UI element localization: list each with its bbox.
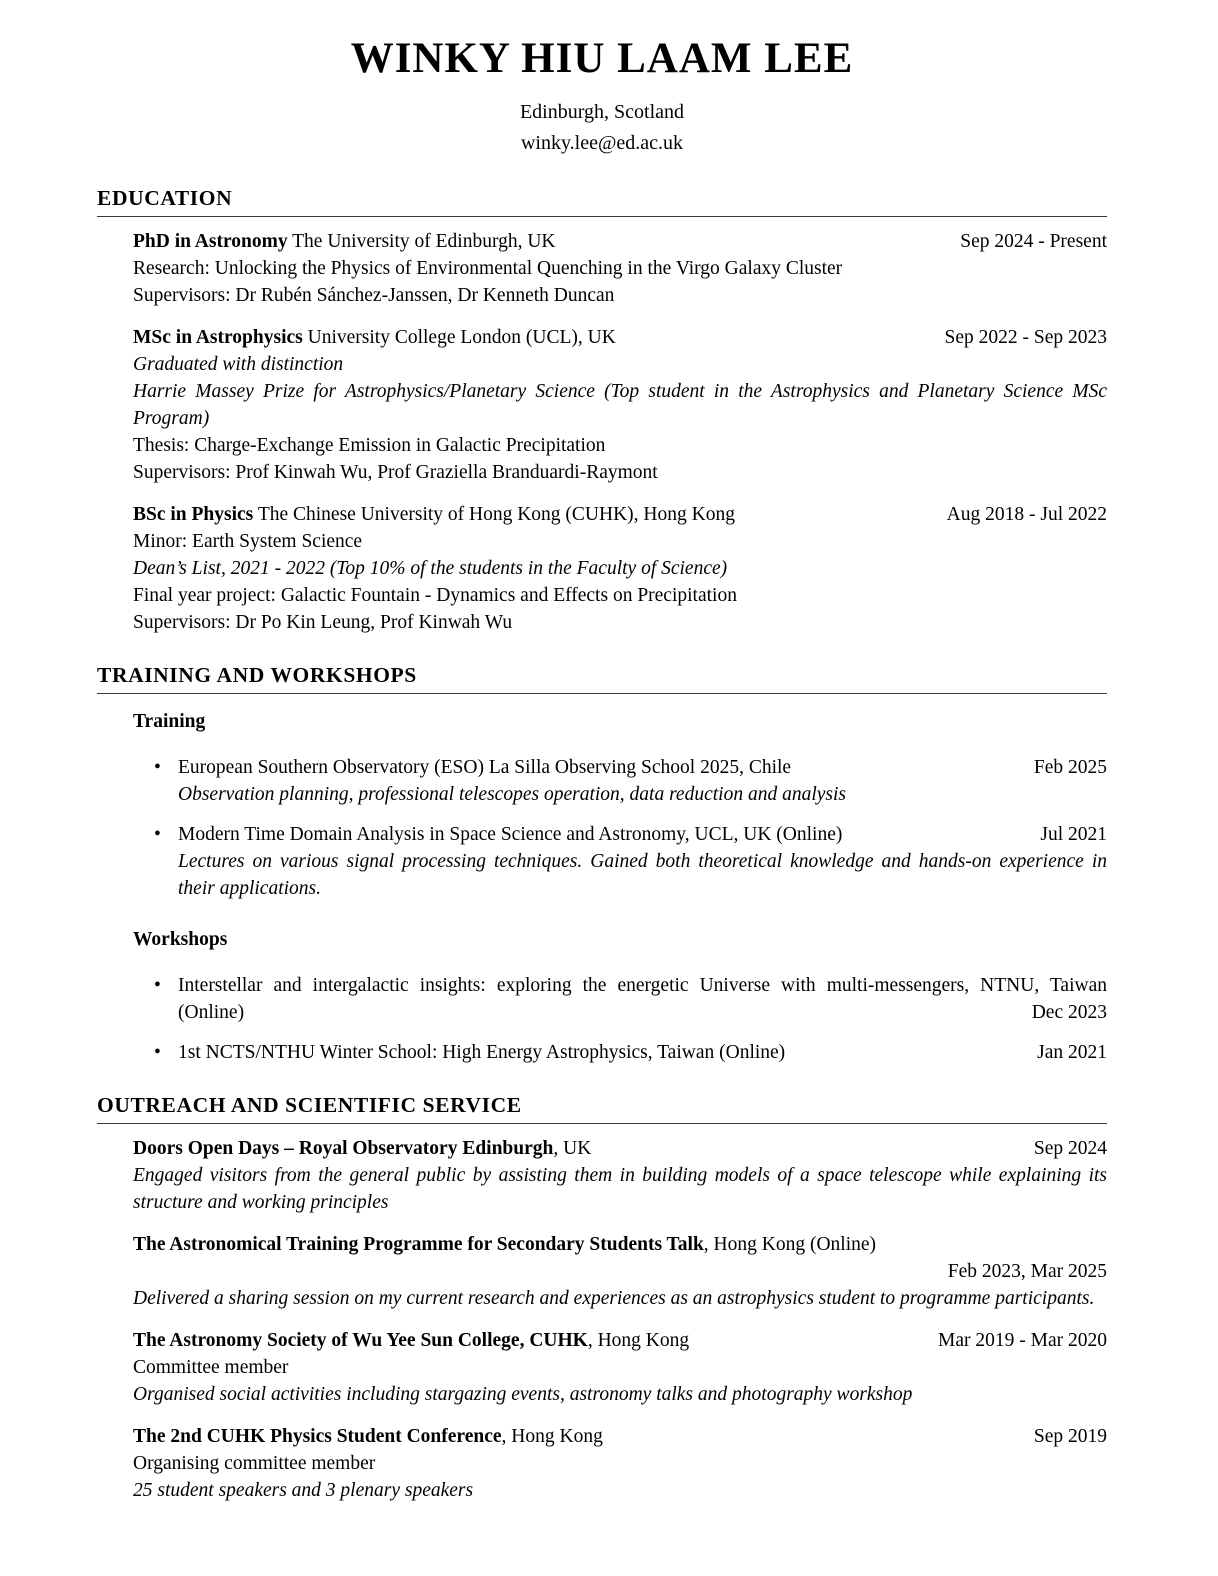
entry-description: Delivered a sharing session on my current research and experiences as an astrophysics student to programme participants. xyxy=(133,1288,1095,1310)
supervisors-line: Supervisors: Prof Kinwah Wu, Prof Graziella Branduardi-Raymont xyxy=(133,462,658,484)
institution: University College London (UCL), UK xyxy=(307,327,616,349)
entry-location: , Hong Kong xyxy=(587,1330,690,1352)
entry-title-row xyxy=(133,324,1107,351)
entry-title: The Astronomical Training Programme for Secondary Students Talk xyxy=(133,1234,704,1256)
outreach-entry-astronomical-training-programme xyxy=(133,1231,1107,1312)
subsection-training xyxy=(133,708,1107,902)
bullet-icon: • xyxy=(154,757,161,779)
item-date: Dec 2023 xyxy=(1031,1002,1107,1024)
training-workshops-heading: TRAINING AND WORKSHOPS xyxy=(97,663,1107,694)
entry-dates: Mar 2019 - Mar 2020 xyxy=(938,1330,1107,1352)
entry-location: , Hong Kong xyxy=(501,1426,603,1448)
training-workshops-body xyxy=(97,694,1107,1066)
person-name: WINKY HIU LAAM LEE xyxy=(350,35,854,82)
entry-dates: Sep 2024 xyxy=(1033,1138,1107,1160)
thesis-line: Thesis: Charge-Exchange Emission in Galactic Precipitation xyxy=(133,435,606,457)
entry-description: 25 student speakers and 3 plenary speakers xyxy=(133,1480,474,1502)
degree-title: PhD in Astronomy xyxy=(133,231,288,253)
entry-title-row xyxy=(133,1231,1107,1258)
item-title: 1st NCTS/NTHU Winter School: High Energy Astrophysics, Taiwan (Online) xyxy=(178,1042,786,1064)
bullet-icon: • xyxy=(154,975,161,997)
entry-description: Organised social activities including stargazing events, astronomy talks and photography workshop xyxy=(133,1384,913,1406)
item-title-row xyxy=(178,1039,1107,1066)
entry-dates: Sep 2022 - Sep 2023 xyxy=(944,327,1107,349)
outreach-entry-astronomy-society xyxy=(133,1327,1107,1408)
outreach-body xyxy=(97,1124,1107,1504)
item-title-row xyxy=(178,972,1107,1026)
item-title: European Southern Observatory (ESO) La Silla Observing School 2025, Chile xyxy=(178,757,792,779)
entry-location: , UK xyxy=(553,1138,592,1160)
contact-location: Edinburgh, Scotland xyxy=(519,101,685,124)
institution: The Chinese University of Hong Kong (CUHK), Hong Kong xyxy=(257,504,735,526)
minor-line: Minor: Earth System Science xyxy=(133,531,363,553)
entry-title-row xyxy=(133,228,1107,255)
item-date: Jan 2021 xyxy=(1037,1042,1107,1064)
bullet-icon: • xyxy=(154,1042,161,1064)
item-title: Interstellar and intergalactic insights: exploring the energetic Universe with multi-messengers, NTNU, Taiwan (Online) xyxy=(178,975,1107,1024)
entry-title-row xyxy=(133,1423,1107,1450)
entry-role: Committee member xyxy=(133,1357,289,1379)
entry-title: The 2nd CUHK Physics Student Conference xyxy=(133,1426,502,1448)
outreach-heading: OUTREACH AND SCIENTIFIC SERVICE xyxy=(97,1093,1107,1124)
workshops-subsection-title: Workshops xyxy=(133,929,228,951)
research-line: Research: Unlocking the Physics of Environmental Quenching in the Virgo Galaxy Cluster xyxy=(133,258,843,280)
entry-dates: Aug 2018 - Jul 2022 xyxy=(946,504,1107,526)
training-item xyxy=(133,821,1107,902)
degree-title: BSc in Physics xyxy=(133,504,254,526)
project-line: Final year project: Galactic Fountain - Dynamics and Effects on Precipitation xyxy=(133,585,737,607)
contact-email[interactable]: winky.lee@ed.ac.uk xyxy=(520,132,684,155)
subsection-workshops xyxy=(133,926,1107,1066)
education-heading: EDUCATION xyxy=(97,186,1107,217)
entry-role: Organising committee member xyxy=(133,1453,376,1475)
entry-dates: Sep 2024 - Present xyxy=(960,231,1107,253)
section-training-workshops xyxy=(97,663,1107,1066)
outreach-entry-doors-open-days xyxy=(133,1135,1107,1216)
workshop-item xyxy=(133,1039,1107,1066)
entry-description: Engaged visitors from the general public by assisting them in building models of a space telescope while explaining its structure and working principles xyxy=(133,1165,1107,1214)
resume-header xyxy=(97,34,1107,159)
section-education xyxy=(97,186,1107,636)
institution: The University of Edinburgh, UK xyxy=(292,231,556,253)
item-title: Modern Time Domain Analysis in Space Science and Astronomy, UCL, UK (Online) xyxy=(178,824,843,846)
entry-title: Doors Open Days – Royal Observatory Edinburgh xyxy=(133,1138,554,1160)
award-line: Harrie Massey Prize for Astrophysics/Planetary Science (Top student in the Astrophysics and Planetary Science MSc Program) xyxy=(133,381,1107,430)
bullet-icon: • xyxy=(154,824,161,846)
entry-title-row xyxy=(133,1327,1107,1354)
education-entry-bsc xyxy=(133,501,1107,636)
item-description: Lectures on various signal processing techniques. Gained both theoretical knowledge and hands-on experience in their applications. xyxy=(178,851,1107,900)
section-outreach xyxy=(97,1093,1107,1504)
supervisors-line: Supervisors: Dr Po Kin Leung, Prof Kinwah Wu xyxy=(133,612,513,634)
entry-location: , Hong Kong (Online) xyxy=(703,1234,877,1256)
item-description: Observation planning, professional telescopes operation, data reduction and analysis xyxy=(178,784,846,806)
workshop-item xyxy=(133,972,1107,1026)
item-title-row xyxy=(178,754,1107,781)
entry-dates: Feb 2023, Mar 2025 xyxy=(947,1261,1107,1283)
entry-title: The Astronomy Society of Wu Yee Sun College, CUHK xyxy=(133,1330,588,1352)
training-subsection-title: Training xyxy=(133,711,206,733)
training-item xyxy=(133,754,1107,808)
education-body xyxy=(97,217,1107,636)
entry-title-row xyxy=(133,501,1107,528)
outreach-entry-physics-student-conference xyxy=(133,1423,1107,1504)
degree-title: MSc in Astrophysics xyxy=(133,327,303,349)
item-date: Feb 2025 xyxy=(1033,757,1107,779)
entry-title-row xyxy=(133,1135,1107,1162)
deans-list-line: Dean’s List, 2021 - 2022 (Top 10% of the students in the Faculty of Science) xyxy=(133,558,728,580)
education-entry-phd xyxy=(133,228,1107,309)
distinction-line: Graduated with distinction xyxy=(133,354,344,376)
item-date: Jul 2021 xyxy=(1040,824,1107,846)
item-title-row xyxy=(178,821,1107,848)
supervisors-line: Supervisors: Dr Rubén Sánchez-Janssen, Dr Kenneth Duncan xyxy=(133,285,615,307)
entry-dates: Sep 2019 xyxy=(1033,1426,1107,1448)
education-entry-msc xyxy=(133,324,1107,486)
